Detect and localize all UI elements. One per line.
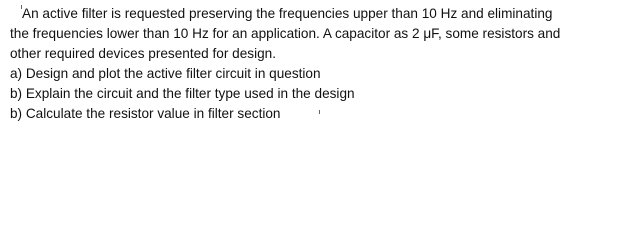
part-a: a) Design and plot the active filter circuit in question bbox=[10, 66, 321, 81]
problem-text bbox=[10, 4, 628, 124]
intro-line-3: other required devices presented for design. bbox=[10, 46, 276, 61]
part-b-explain: b) Explain the circuit and the filter type used in the design bbox=[10, 86, 355, 101]
intro-line-2: the frequencies lower than 10 Hz for an application. A capacitor as 2 μF, some resistors and bbox=[10, 26, 561, 41]
intro-line-1: An active filter is requested preserving the frequencies upper than 10 Hz and eliminating bbox=[22, 6, 553, 21]
part-b-calculate: b) Calculate the resistor value in filter section bbox=[10, 106, 281, 121]
scan-mark bbox=[319, 110, 320, 114]
